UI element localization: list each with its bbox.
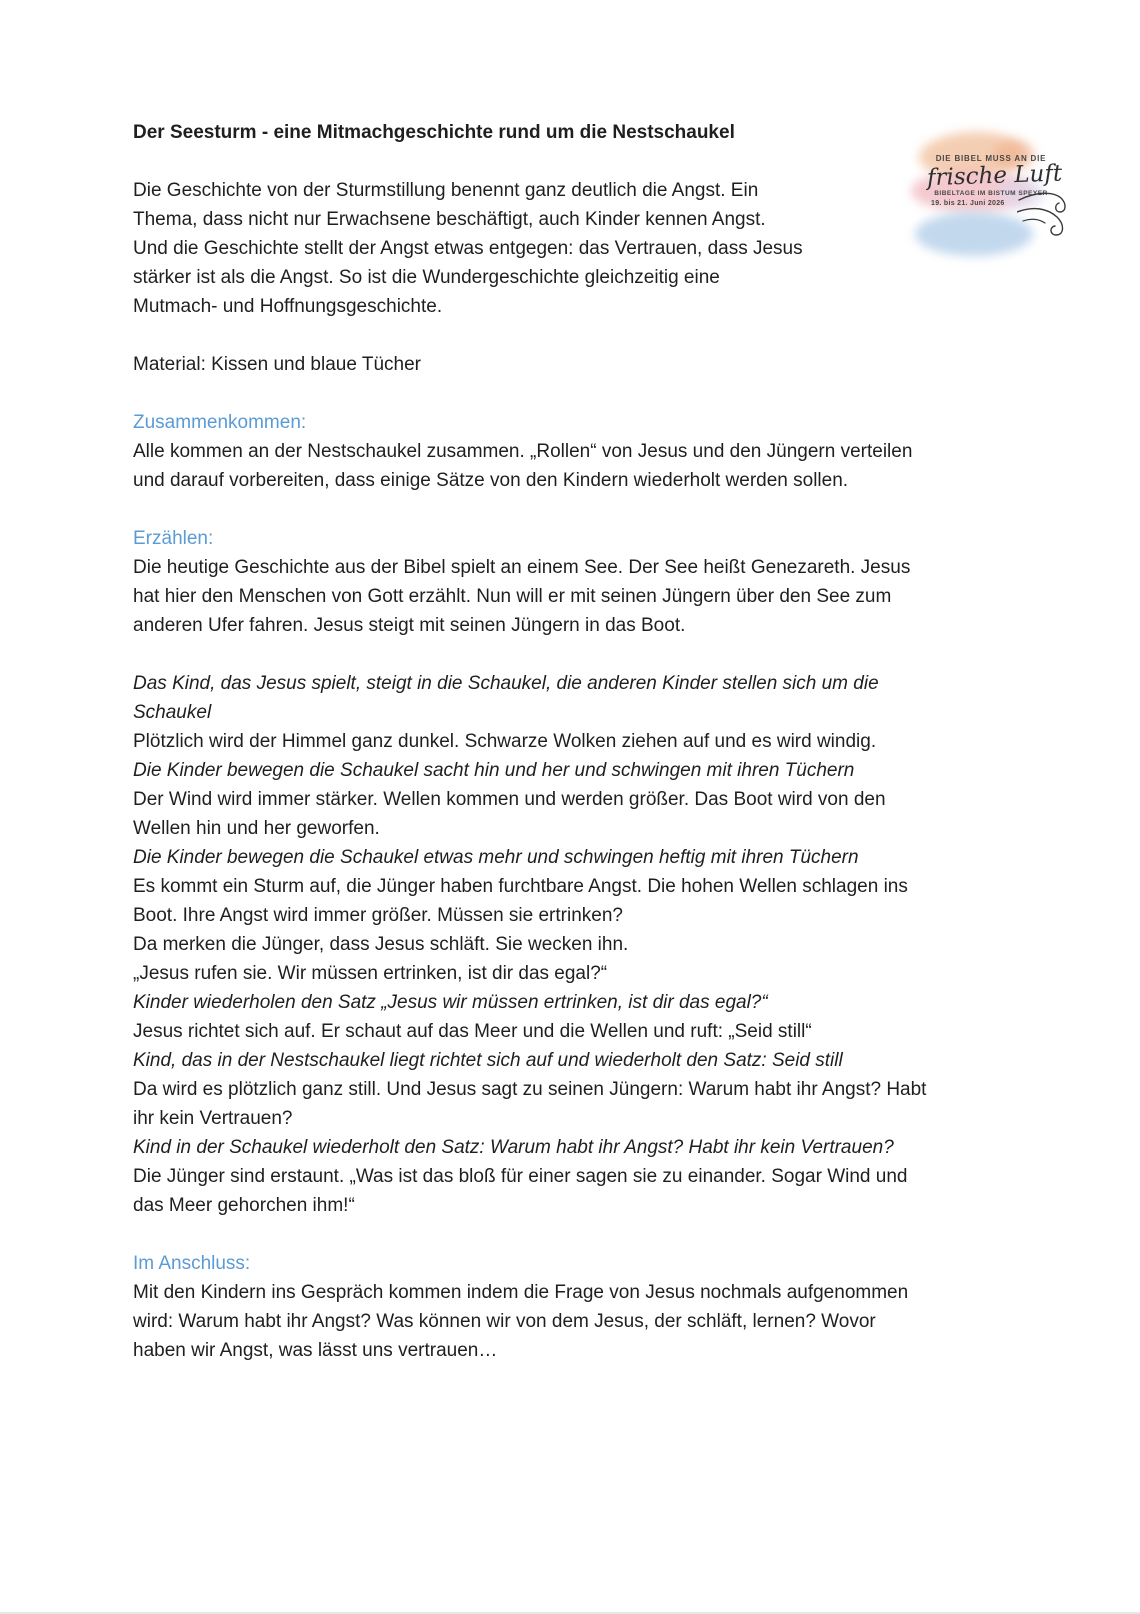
text-line: Der Wind wird immer stärker. Wellen kommen und werden größer. Das Boot wird von den [133, 789, 886, 810]
text-line: Boot. Ihre Angst wird immer größer. Müssen sie ertrinken? [133, 905, 623, 926]
text-line: Mutmach- und Hoffnungsgeschichte. [133, 296, 443, 317]
blank-line [133, 495, 1033, 524]
text-line: Da merken die Jünger, dass Jesus schläft. Sie wecken ihn. [133, 934, 629, 955]
text-line: „Jesus rufen sie. Wir müssen ertrinken, ist dir das egal?“ [133, 963, 608, 984]
text-line: und darauf vorbereiten, dass einige Sätze von den Kindern wiederholt werden sollen. [133, 470, 849, 491]
text-line: Die heutige Geschichte aus der Bibel spielt an einem See. Der See heißt Genezareth. Jesus [133, 557, 911, 578]
stage-direction-line: Kinder wiederholen den Satz „Jesus wir müssen ertrinken, ist dir das egal?“ [133, 992, 768, 1013]
wind-swirl-icon [1017, 188, 1075, 245]
text-line: Thema, dass nicht nur Erwachsene beschäftigt, auch Kinder kennen Angst. [133, 209, 766, 230]
watercolor-blue-blob [915, 212, 1033, 256]
text-line: Die Geschichte von der Sturmstillung benennt ganz deutlich die Angst. Ein [133, 180, 759, 201]
stage-direction-line: Schaukel [133, 702, 212, 723]
text-line: Und die Geschichte stellt der Angst etwas entgegen: das Vertrauen, dass Jesus [133, 238, 803, 259]
text-line: Alle kommen an der Nestschaukel zusammen. „Rollen“ von Jesus und den Jüngern verteilen [133, 441, 913, 462]
text-line: Da wird es plötzlich ganz still. Und Jesus sagt zu seinen Jüngern: Warum habt ihr Angst? Habt [133, 1079, 927, 1100]
event-logo [905, 130, 1073, 262]
section-heading: Im Anschluss: [133, 1253, 251, 1274]
blank-line [133, 1220, 1033, 1249]
stage-direction-line: Kind, das in der Nestschaukel liegt richtet sich auf und wiederholt den Satz: Seid still [133, 1050, 843, 1071]
text-line: hat hier den Menschen von Gott erzählt. Nun will er mit seinen Jüngern über den See zum [133, 586, 892, 607]
text-line: anderen Ufer fahren. Jesus steigt mit seinen Jüngern in das Boot. [133, 615, 686, 636]
document-body [133, 118, 1033, 1365]
logo-script-title: frische Luft [926, 160, 1063, 192]
text-line: ihr kein Vertrauen? [133, 1108, 293, 1129]
text-line: Wellen hin und her geworfen. [133, 818, 380, 839]
logo-date: 19. bis 21. Juni 2026 [931, 200, 1005, 207]
stage-direction-line: Kind in der Schaukel wiederholt den Satz: Warum habt ihr Angst? Habt ihr kein Vertrauen? [133, 1137, 894, 1158]
section-heading: Erzählen: [133, 528, 214, 549]
text-line: Plötzlich wird der Himmel ganz dunkel. Schwarze Wolken ziehen auf und es wird windig. [133, 731, 877, 752]
section-heading: Zusammenkommen: [133, 412, 307, 433]
blank-line [133, 379, 1033, 408]
blank-line [133, 147, 1033, 176]
blank-line [133, 321, 1033, 350]
text-line: stärker ist als die Angst. So ist die Wundergeschichte gleichzeitig eine [133, 267, 720, 288]
text-line: Material: Kissen und blaue Tücher [133, 354, 421, 375]
logo-tagline: DIE BIBEL MUSS AN DIE [935, 154, 1047, 163]
blank-line [133, 640, 1033, 669]
document-title: Der Seesturm - eine Mitmachgeschichte rund um die Nestschaukel [133, 122, 735, 143]
text-line: Die Jünger sind erstaunt. „Was ist das bloß für einer sagen sie zu einander. Sogar Wind und [133, 1166, 908, 1187]
stage-direction-line: Die Kinder bewegen die Schaukel etwas mehr und schwingen heftig mit ihren Tüchern [133, 847, 859, 868]
text-line: das Meer gehorchen ihm!“ [133, 1195, 355, 1216]
text-line: Es kommt ein Sturm auf, die Jünger haben furchtbare Angst. Die hohen Wellen schlagen ins [133, 876, 908, 897]
text-line: wird: Warum habt ihr Angst? Was können wir von dem Jesus, der schläft, lernen? Wovor [133, 1311, 876, 1332]
stage-direction-line: Das Kind, das Jesus spielt, steigt in die Schaukel, die anderen Kinder stellen sich um die [133, 673, 879, 694]
text-line: Jesus richtet sich auf. Er schaut auf das Meer und die Wellen und ruft: „Seid still“ [133, 1021, 812, 1042]
text-line: Mit den Kindern ins Gespräch kommen indem die Frage von Jesus nochmals aufgenommen [133, 1282, 909, 1303]
text-line: haben wir Angst, was lässt uns vertrauen… [133, 1340, 498, 1361]
stage-direction-line: Die Kinder bewegen die Schaukel sacht hin und her und schwingen mit ihren Tüchern [133, 760, 855, 781]
logo-subtitle: BIBELTAGE IM BISTUM SPEYER [934, 190, 1048, 197]
